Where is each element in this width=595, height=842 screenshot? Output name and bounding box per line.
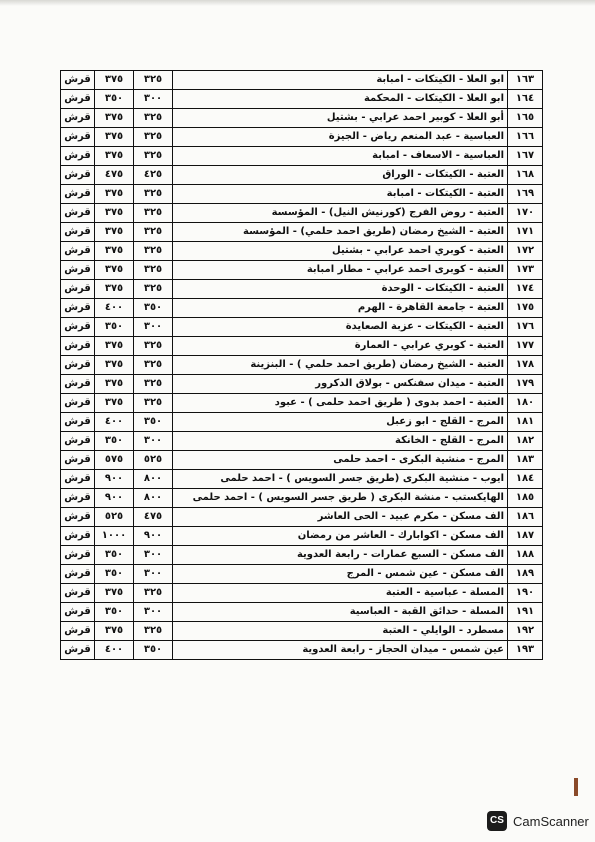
table-row bbox=[61, 603, 543, 622]
line-number-cell: ١٨٧ bbox=[508, 527, 543, 546]
fare-cell: ٣٥٠ bbox=[134, 413, 173, 432]
currency-cell: قرش bbox=[61, 413, 95, 432]
fare-cell: ٨٠٠ bbox=[134, 489, 173, 508]
table-row bbox=[61, 204, 543, 223]
fare-cell: ٣٥٠ bbox=[134, 299, 173, 318]
fare-cell: ٣٢٥ bbox=[134, 337, 173, 356]
fare-cell: ٣٢٥ bbox=[134, 622, 173, 641]
fare-cell: ٣٠٠ bbox=[134, 318, 173, 337]
currency-cell: قرش bbox=[61, 280, 95, 299]
table-row bbox=[61, 394, 543, 413]
route-cell: العتبة - الكيتكات - الوراق bbox=[173, 166, 508, 185]
fare-cell: ٣٠٠ bbox=[134, 565, 173, 584]
route-cell: العتبة - روض الفرج (كورنيش النيل) - المؤسسة bbox=[173, 204, 508, 223]
currency-cell: قرش bbox=[61, 432, 95, 451]
table-row bbox=[61, 641, 543, 660]
currency-cell: قرش bbox=[61, 109, 95, 128]
fare-night-cell: ٣٧٥ bbox=[95, 280, 134, 299]
fare-night-cell: ٣٧٥ bbox=[95, 356, 134, 375]
fare-night-cell: ٣٧٥ bbox=[95, 622, 134, 641]
route-cell: العتبة - الشيخ رمضان (طريق احمد حلمي ) - البنزينة bbox=[173, 356, 508, 375]
fare-night-cell: ٣٧٥ bbox=[95, 394, 134, 413]
table-row bbox=[61, 432, 543, 451]
scan-edge-mark bbox=[574, 778, 578, 796]
table-row bbox=[61, 546, 543, 565]
fare-night-cell: ٣٧٥ bbox=[95, 185, 134, 204]
route-cell: ابو العلا - الكيتكات - المحكمة bbox=[173, 90, 508, 109]
table-row bbox=[61, 318, 543, 337]
line-number-cell: ١٧٠ bbox=[508, 204, 543, 223]
route-cell: العباسية - الاسعاف - امبابة bbox=[173, 147, 508, 166]
fare-cell: ٣٢٥ bbox=[134, 280, 173, 299]
fare-night-cell: ٩٠٠ bbox=[95, 470, 134, 489]
route-cell: الهايكستب - منشة البكرى ( طريق جسر السويس ) - احمد حلمى bbox=[173, 489, 508, 508]
fare-night-cell: ٤٠٠ bbox=[95, 641, 134, 660]
table-row bbox=[61, 337, 543, 356]
table-row bbox=[61, 109, 543, 128]
currency-cell: قرش bbox=[61, 584, 95, 603]
fare-night-cell: ١٠٠٠ bbox=[95, 527, 134, 546]
route-cell: الف مسكن - عين شمس - المرج bbox=[173, 565, 508, 584]
table-row bbox=[61, 584, 543, 603]
route-cell: ايوب - منشية البكرى (طريق جسر السويس ) - احمد حلمى bbox=[173, 470, 508, 489]
line-number-cell: ١٦٩ bbox=[508, 185, 543, 204]
fare-cell: ٣٠٠ bbox=[134, 90, 173, 109]
currency-cell: قرش bbox=[61, 318, 95, 337]
line-number-cell: ١٧٨ bbox=[508, 356, 543, 375]
fare-cell: ٣٥٠ bbox=[134, 641, 173, 660]
fare-cell: ٨٠٠ bbox=[134, 470, 173, 489]
line-number-cell: ١٧٧ bbox=[508, 337, 543, 356]
camscanner-icon: CS bbox=[487, 811, 507, 831]
table-row bbox=[61, 375, 543, 394]
fare-night-cell: ٣٧٥ bbox=[95, 261, 134, 280]
line-number-cell: ١٨١ bbox=[508, 413, 543, 432]
currency-cell: قرش bbox=[61, 356, 95, 375]
line-number-cell: ١٨٩ bbox=[508, 565, 543, 584]
currency-cell: قرش bbox=[61, 622, 95, 641]
route-cell: العتبة - كوبري احمد عرابي - بشتيل bbox=[173, 242, 508, 261]
currency-cell: قرش bbox=[61, 641, 95, 660]
currency-cell: قرش bbox=[61, 223, 95, 242]
fare-cell: ٣٢٥ bbox=[134, 185, 173, 204]
line-number-cell: ١٩٣ bbox=[508, 641, 543, 660]
fare-cell: ٣٢٥ bbox=[134, 109, 173, 128]
route-cell: أبو العلا - كوبير احمد عرابي - بشتيل bbox=[173, 109, 508, 128]
currency-cell: قرش bbox=[61, 565, 95, 584]
currency-cell: قرش bbox=[61, 242, 95, 261]
currency-cell: قرش bbox=[61, 204, 95, 223]
currency-cell: قرش bbox=[61, 71, 95, 90]
line-number-cell: ١٧٦ bbox=[508, 318, 543, 337]
table-row bbox=[61, 185, 543, 204]
page-top-edge bbox=[0, 0, 595, 6]
fare-cell: ٣٢٥ bbox=[134, 356, 173, 375]
currency-cell: قرش bbox=[61, 261, 95, 280]
currency-cell: قرش bbox=[61, 128, 95, 147]
currency-cell: قرش bbox=[61, 451, 95, 470]
line-number-cell: ١٦٥ bbox=[508, 109, 543, 128]
table-row bbox=[61, 489, 543, 508]
table-row bbox=[61, 242, 543, 261]
fare-cell: ٣٢٥ bbox=[134, 128, 173, 147]
line-number-cell: ١٧٣ bbox=[508, 261, 543, 280]
route-cell: مسطرد - الوايلي - العتبة bbox=[173, 622, 508, 641]
fare-cell: ٤٢٥ bbox=[134, 166, 173, 185]
line-number-cell: ١٦٦ bbox=[508, 128, 543, 147]
table-row bbox=[61, 470, 543, 489]
line-number-cell: ١٦٤ bbox=[508, 90, 543, 109]
line-number-cell: ١٧٩ bbox=[508, 375, 543, 394]
route-cell: المرج - القلج - الخانكة bbox=[173, 432, 508, 451]
fare-night-cell: ٣٧٥ bbox=[95, 128, 134, 147]
fare-night-cell: ٣٧٥ bbox=[95, 223, 134, 242]
fare-night-cell: ٣٥٠ bbox=[95, 546, 134, 565]
fare-night-cell: ٣٧٥ bbox=[95, 109, 134, 128]
route-cell: العباسية - عبد المنعم رياض - الجيزة bbox=[173, 128, 508, 147]
fare-night-cell: ٣٧٥ bbox=[95, 204, 134, 223]
fare-cell: ٣٠٠ bbox=[134, 603, 173, 622]
route-cell: المرج - القلج - ابو زعبل bbox=[173, 413, 508, 432]
line-number-cell: ١٨٨ bbox=[508, 546, 543, 565]
table-row bbox=[61, 261, 543, 280]
currency-cell: قرش bbox=[61, 90, 95, 109]
table-row bbox=[61, 166, 543, 185]
currency-cell: قرش bbox=[61, 546, 95, 565]
currency-cell: قرش bbox=[61, 337, 95, 356]
fare-cell: ٣٢٥ bbox=[134, 394, 173, 413]
fare-night-cell: ٣٧٥ bbox=[95, 375, 134, 394]
fare-cell: ٣٠٠ bbox=[134, 432, 173, 451]
route-cell: العتبة - الكيتكات - عزبة الصعايدة bbox=[173, 318, 508, 337]
route-cell: الف مسكن - مكرم عبيد - الحى العاشر bbox=[173, 508, 508, 527]
route-cell: الف مسكن - اكوابارك - العاشر من رمضان bbox=[173, 527, 508, 546]
route-cell: الف مسكن - السبع عمارات - رابعة العدوية bbox=[173, 546, 508, 565]
currency-cell: قرش bbox=[61, 394, 95, 413]
fare-night-cell: ٥٧٥ bbox=[95, 451, 134, 470]
line-number-cell: ١٦٧ bbox=[508, 147, 543, 166]
table-row bbox=[61, 527, 543, 546]
line-number-cell: ١٨٣ bbox=[508, 451, 543, 470]
line-number-cell: ١٦٣ bbox=[508, 71, 543, 90]
line-number-cell: ١٩٠ bbox=[508, 584, 543, 603]
line-number-cell: ١٨٦ bbox=[508, 508, 543, 527]
route-cell: ابو العلا - الكيتكات - امبابة bbox=[173, 71, 508, 90]
fare-night-cell: ٣٥٠ bbox=[95, 432, 134, 451]
line-number-cell: ١٨٥ bbox=[508, 489, 543, 508]
fare-night-cell: ٣٥٠ bbox=[95, 565, 134, 584]
currency-cell: قرش bbox=[61, 470, 95, 489]
route-cell: العتبة - الكيتكات - امبابة bbox=[173, 185, 508, 204]
fares-table-body bbox=[61, 71, 543, 660]
table-row bbox=[61, 147, 543, 166]
table-row bbox=[61, 90, 543, 109]
currency-cell: قرش bbox=[61, 166, 95, 185]
route-cell: العتبة - كوبري عرابي - العمارة bbox=[173, 337, 508, 356]
line-number-cell: ١٨٤ bbox=[508, 470, 543, 489]
fare-night-cell: ٣٧٥ bbox=[95, 242, 134, 261]
line-number-cell: ١٩١ bbox=[508, 603, 543, 622]
currency-cell: قرش bbox=[61, 299, 95, 318]
fare-cell: ٣٢٥ bbox=[134, 375, 173, 394]
route-cell: العتبة - كوبرى احمد عرابي - مطار امبابة bbox=[173, 261, 508, 280]
line-number-cell: ١٧٤ bbox=[508, 280, 543, 299]
table-row bbox=[61, 71, 543, 90]
currency-cell: قرش bbox=[61, 489, 95, 508]
fare-night-cell: ٤٠٠ bbox=[95, 299, 134, 318]
line-number-cell: ١٧٥ bbox=[508, 299, 543, 318]
fare-night-cell: ٣٧٥ bbox=[95, 71, 134, 90]
line-number-cell: ١٨٢ bbox=[508, 432, 543, 451]
route-cell: العتبة - الكيتكات - الوحدة bbox=[173, 280, 508, 299]
table-row bbox=[61, 280, 543, 299]
table-row bbox=[61, 223, 543, 242]
line-number-cell: ١٩٢ bbox=[508, 622, 543, 641]
route-cell: المسلة - عباسية - العتبة bbox=[173, 584, 508, 603]
currency-cell: قرش bbox=[61, 527, 95, 546]
table-row bbox=[61, 622, 543, 641]
camscanner-watermark bbox=[487, 810, 589, 832]
fare-night-cell: ٩٠٠ bbox=[95, 489, 134, 508]
fare-night-cell: ٣٧٥ bbox=[95, 337, 134, 356]
fare-cell: ٣٢٥ bbox=[134, 261, 173, 280]
table-row bbox=[61, 356, 543, 375]
fare-night-cell: ٤٧٥ bbox=[95, 166, 134, 185]
fare-night-cell: ٣٥٠ bbox=[95, 90, 134, 109]
line-number-cell: ١٦٨ bbox=[508, 166, 543, 185]
fare-cell: ٣٢٥ bbox=[134, 584, 173, 603]
table-row bbox=[61, 565, 543, 584]
fare-night-cell: ٣٧٥ bbox=[95, 147, 134, 166]
route-cell: عين شمس - ميدان الحجاز - رابعة العدوية bbox=[173, 641, 508, 660]
fare-cell: ٣٢٥ bbox=[134, 242, 173, 261]
route-cell: العتبة - جامعة القاهرة - الهرم bbox=[173, 299, 508, 318]
fare-cell: ٣٢٥ bbox=[134, 204, 173, 223]
fare-night-cell: ٣٧٥ bbox=[95, 584, 134, 603]
fare-cell: ٣٠٠ bbox=[134, 546, 173, 565]
fare-night-cell: ٤٠٠ bbox=[95, 413, 134, 432]
currency-cell: قرش bbox=[61, 147, 95, 166]
fare-cell: ٤٧٥ bbox=[134, 508, 173, 527]
route-cell: المسلة - حدائق القبة - العباسية bbox=[173, 603, 508, 622]
table-row bbox=[61, 299, 543, 318]
fare-cell: ٣٢٥ bbox=[134, 223, 173, 242]
table-row bbox=[61, 413, 543, 432]
currency-cell: قرش bbox=[61, 375, 95, 394]
fare-cell: ٣٢٥ bbox=[134, 71, 173, 90]
line-number-cell: ١٧١ bbox=[508, 223, 543, 242]
currency-cell: قرش bbox=[61, 508, 95, 527]
fares-table bbox=[60, 70, 543, 660]
fare-night-cell: ٣٥٠ bbox=[95, 603, 134, 622]
camscanner-label: CamScanner bbox=[513, 813, 589, 829]
fare-night-cell: ٥٢٥ bbox=[95, 508, 134, 527]
fare-cell: ٩٠٠ bbox=[134, 527, 173, 546]
currency-cell: قرش bbox=[61, 185, 95, 204]
route-cell: العتبة - احمد بدوى ( طريق احمد حلمى ) - عبود bbox=[173, 394, 508, 413]
fare-cell: ٥٢٥ bbox=[134, 451, 173, 470]
route-cell: العتبة - ميدان سفنكس - بولاق الدكرور bbox=[173, 375, 508, 394]
fare-cell: ٣٢٥ bbox=[134, 147, 173, 166]
table-row bbox=[61, 128, 543, 147]
currency-cell: قرش bbox=[61, 603, 95, 622]
line-number-cell: ١٨٠ bbox=[508, 394, 543, 413]
route-cell: المرج - منشية البكرى - احمد حلمى bbox=[173, 451, 508, 470]
line-number-cell: ١٧٢ bbox=[508, 242, 543, 261]
table-row bbox=[61, 451, 543, 470]
fare-night-cell: ٣٥٠ bbox=[95, 318, 134, 337]
route-cell: العتبة - الشيخ رمضان (طريق احمد حلمي) - المؤسسة bbox=[173, 223, 508, 242]
table-row bbox=[61, 508, 543, 527]
